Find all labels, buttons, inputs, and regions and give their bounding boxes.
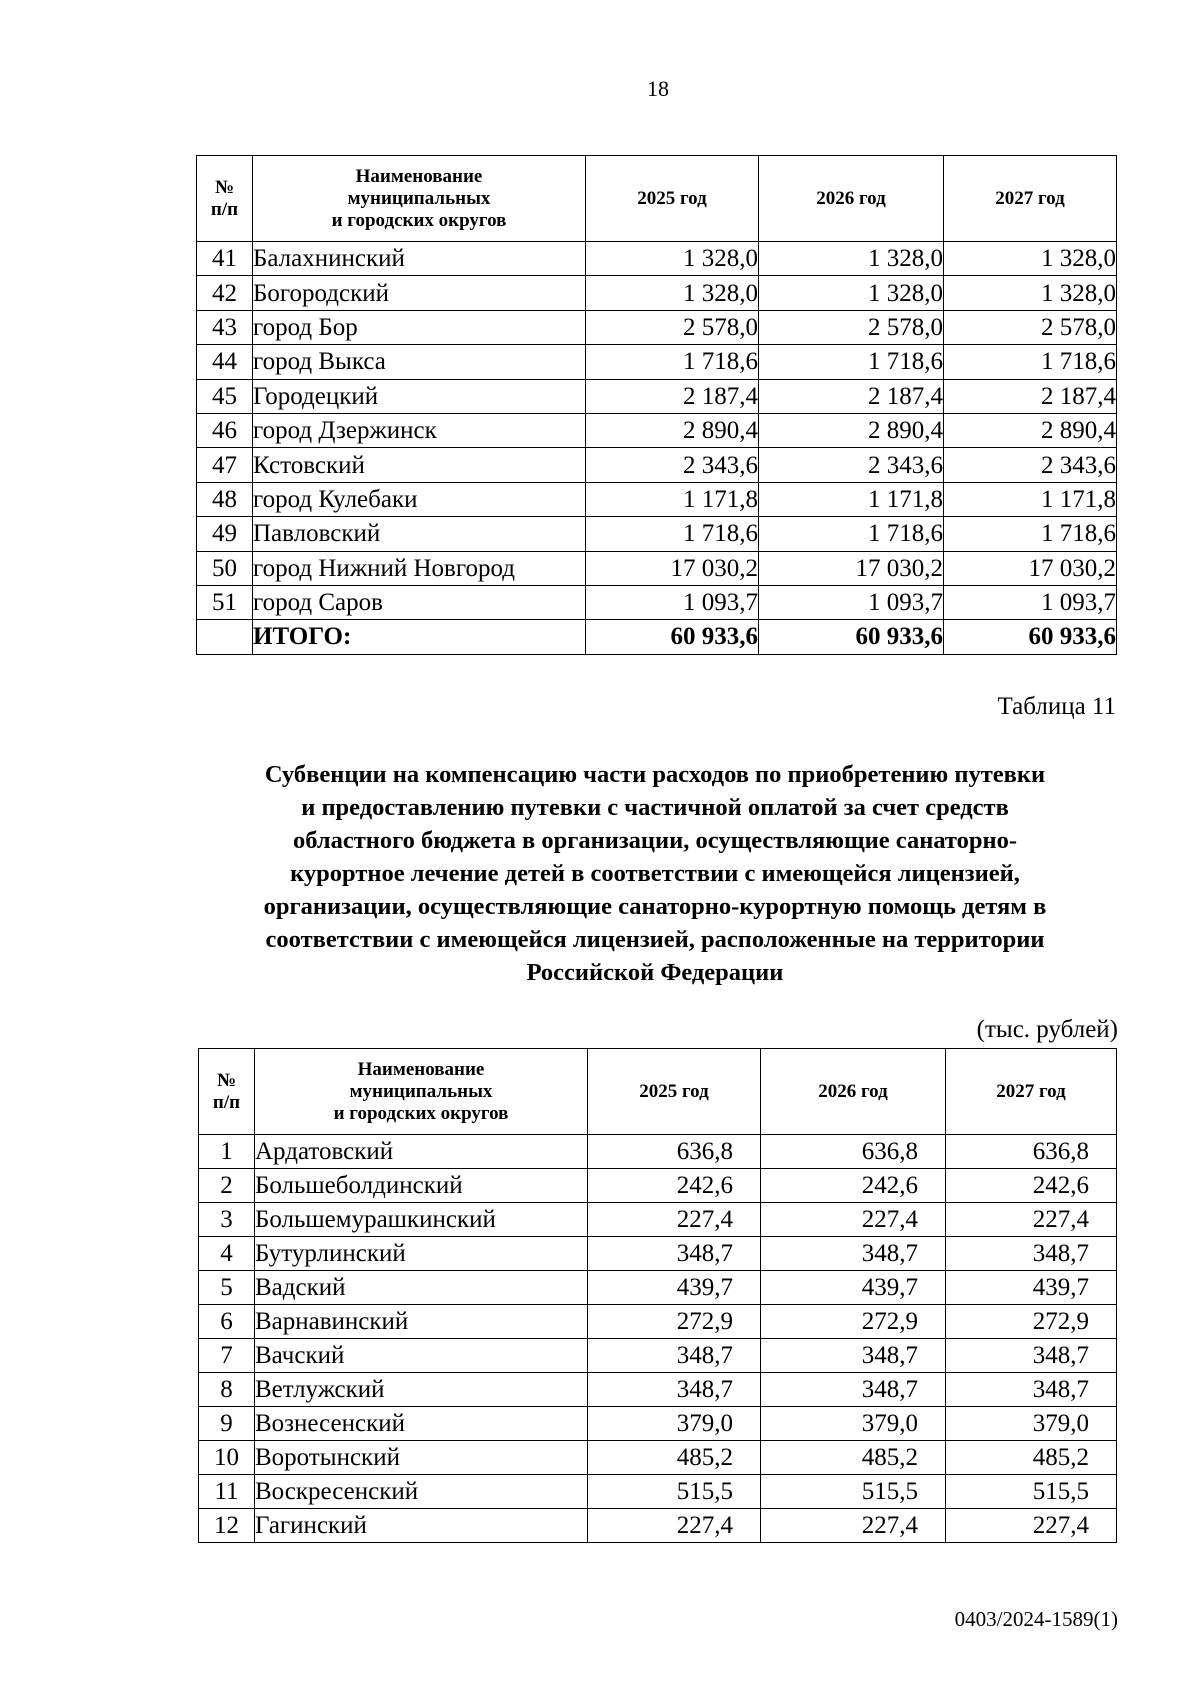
value-2025: 2 578,0 xyxy=(586,310,759,344)
table-row xyxy=(199,1135,1117,1169)
table-row xyxy=(199,1271,1117,1305)
row-number: 2 xyxy=(199,1169,255,1203)
total-2027: 60 933,6 xyxy=(944,620,1117,654)
municipality-name: город Нижний Новгород xyxy=(253,551,586,585)
value-2025: 348,7 xyxy=(588,1339,761,1373)
value-2027: 2 578,0 xyxy=(944,310,1117,344)
section-title-line: курортное лечение детей в соответствии с имеющейся лицензией, xyxy=(290,860,1020,887)
value-2027: 227,4 xyxy=(946,1509,1117,1543)
value-2025: 2 343,6 xyxy=(586,448,759,482)
header-name xyxy=(253,156,586,242)
value-2027: 348,7 xyxy=(946,1237,1117,1271)
value-2026: 1 171,8 xyxy=(759,482,944,516)
table-label: Таблица 11 xyxy=(997,693,1116,720)
header-name xyxy=(255,1049,588,1135)
value-2025: 1 718,6 xyxy=(586,345,759,379)
subsidy-table-continued xyxy=(196,155,1117,655)
row-number: 6 xyxy=(199,1305,255,1339)
header-number-text: № п/п xyxy=(212,1069,241,1113)
header-year-2025: 2025 год xyxy=(586,156,759,242)
municipality-name: Гагинский xyxy=(255,1509,588,1543)
table-row xyxy=(199,1305,1117,1339)
section-title-line: организации, осуществляющие санаторно-курортную помощь детям в xyxy=(263,893,1047,920)
value-2026: 17 030,2 xyxy=(759,551,944,585)
row-number: 48 xyxy=(197,482,253,516)
table-row xyxy=(197,585,1117,619)
table-row xyxy=(197,551,1117,585)
section-title-line: соответствии с имеющейся лицензией, расположенные на территории xyxy=(265,926,1045,953)
table-row xyxy=(197,448,1117,482)
row-number: 42 xyxy=(197,276,253,310)
table-row xyxy=(197,482,1117,516)
value-2027: 242,6 xyxy=(946,1169,1117,1203)
section-title xyxy=(190,758,1120,989)
table-row xyxy=(199,1373,1117,1407)
municipality-name: Ветлужский xyxy=(255,1373,588,1407)
value-2025: 17 030,2 xyxy=(586,551,759,585)
header-number xyxy=(197,156,253,242)
row-number: 3 xyxy=(199,1203,255,1237)
header-number xyxy=(199,1049,255,1135)
section-title-line: и предоставлению путевки с частичной оплатой за счет средств xyxy=(301,794,1009,821)
value-2026: 1 328,0 xyxy=(759,242,944,276)
table-row xyxy=(197,310,1117,344)
value-2027: 1 328,0 xyxy=(944,276,1117,310)
municipality-name: Вачский xyxy=(255,1339,588,1373)
value-2026: 242,6 xyxy=(761,1169,946,1203)
table-row xyxy=(197,276,1117,310)
section-title-line: областного бюджета в организации, осуществляющие санаторно- xyxy=(292,827,1018,854)
row-number: 9 xyxy=(199,1407,255,1441)
municipality-name: город Выкса xyxy=(253,345,586,379)
row-number: 46 xyxy=(197,413,253,447)
municipality-name: Вознесенский xyxy=(255,1407,588,1441)
value-2027: 515,5 xyxy=(946,1475,1117,1509)
row-number: 10 xyxy=(199,1441,255,1475)
table-header-row xyxy=(199,1049,1117,1135)
value-2027: 272,9 xyxy=(946,1305,1117,1339)
row-number: 44 xyxy=(197,345,253,379)
municipality-name: Павловский xyxy=(253,517,586,551)
value-2026: 2 187,4 xyxy=(759,379,944,413)
table-row xyxy=(197,242,1117,276)
table-row xyxy=(199,1509,1117,1543)
value-2026: 272,9 xyxy=(761,1305,946,1339)
value-2025: 379,0 xyxy=(588,1407,761,1441)
municipality-name: город Саров xyxy=(253,585,586,619)
value-2025: 272,9 xyxy=(588,1305,761,1339)
table-row xyxy=(199,1339,1117,1373)
table-row xyxy=(199,1475,1117,1509)
table-row xyxy=(197,345,1117,379)
value-2026: 636,8 xyxy=(761,1135,946,1169)
header-name-line: муниципальных xyxy=(349,1080,493,1102)
value-2026: 379,0 xyxy=(761,1407,946,1441)
value-2027: 439,7 xyxy=(946,1271,1117,1305)
value-2025: 515,5 xyxy=(588,1475,761,1509)
value-2025: 2 890,4 xyxy=(586,413,759,447)
municipality-name: Вадский xyxy=(255,1271,588,1305)
value-2027: 1 718,6 xyxy=(944,517,1117,551)
total-row xyxy=(197,620,1117,654)
row-number: 51 xyxy=(197,585,253,619)
table-header-row xyxy=(197,156,1117,242)
table-row xyxy=(199,1203,1117,1237)
value-2027: 348,7 xyxy=(946,1339,1117,1373)
municipality-name: Ардатовский xyxy=(255,1135,588,1169)
value-2026: 1 093,7 xyxy=(759,585,944,619)
header-name-line: Наименование xyxy=(357,1058,485,1080)
municipality-name: Воскресенский xyxy=(255,1475,588,1509)
value-2027: 1 328,0 xyxy=(944,242,1117,276)
value-2027: 636,8 xyxy=(946,1135,1117,1169)
row-number: 41 xyxy=(197,242,253,276)
value-2027: 1 093,7 xyxy=(944,585,1117,619)
document-code: 0403/2024-1589(1) xyxy=(954,1607,1118,1631)
header-year-2027: 2027 год xyxy=(944,156,1117,242)
header-name-line: и городских округов xyxy=(331,209,507,231)
row-number: 49 xyxy=(197,517,253,551)
municipality-name: город Дзержинск xyxy=(253,413,586,447)
table-row xyxy=(199,1237,1117,1271)
header-year-2026: 2026 год xyxy=(759,156,944,242)
value-2025: 1 328,0 xyxy=(586,242,759,276)
table-row xyxy=(197,413,1117,447)
header-year-2027: 2027 год xyxy=(946,1049,1117,1135)
value-2025: 1 328,0 xyxy=(586,276,759,310)
value-2025: 1 093,7 xyxy=(586,585,759,619)
row-number: 4 xyxy=(199,1237,255,1271)
row-number: 5 xyxy=(199,1271,255,1305)
value-2027: 2 890,4 xyxy=(944,413,1117,447)
row-number: 47 xyxy=(197,448,253,482)
section-title-line: Российской Федерации xyxy=(526,959,784,986)
value-2026: 227,4 xyxy=(761,1509,946,1543)
municipality-name: Большеболдинский xyxy=(255,1169,588,1203)
value-2026: 485,2 xyxy=(761,1441,946,1475)
municipality-name: Воротынский xyxy=(255,1441,588,1475)
total-2026: 60 933,6 xyxy=(759,620,944,654)
value-2027: 227,4 xyxy=(946,1203,1117,1237)
municipality-name: Бутурлинский xyxy=(255,1237,588,1271)
value-2026: 439,7 xyxy=(761,1271,946,1305)
value-2025: 348,7 xyxy=(588,1237,761,1271)
header-number-text: № п/п xyxy=(210,176,239,220)
table-row xyxy=(199,1441,1117,1475)
value-2025: 348,7 xyxy=(588,1373,761,1407)
municipality-name: Варнавинский xyxy=(255,1305,588,1339)
value-2026: 227,4 xyxy=(761,1203,946,1237)
value-2026: 348,7 xyxy=(761,1373,946,1407)
subsidy-table-11 xyxy=(198,1048,1117,1543)
units-label: (тыс. рублей) xyxy=(976,1016,1118,1043)
value-2025: 227,4 xyxy=(588,1509,761,1543)
row-number: 45 xyxy=(197,379,253,413)
value-2026: 1 328,0 xyxy=(759,276,944,310)
value-2027: 485,2 xyxy=(946,1441,1117,1475)
table-row xyxy=(199,1169,1117,1203)
table-row xyxy=(197,379,1117,413)
header-name-line: муниципальных xyxy=(347,187,491,209)
section-title-line: Субвенции на компенсацию части расходов по приобретению путевки xyxy=(264,761,1046,788)
value-2027: 379,0 xyxy=(946,1407,1117,1441)
value-2025: 439,7 xyxy=(588,1271,761,1305)
row-number: 50 xyxy=(197,551,253,585)
municipality-name: Балахнинский xyxy=(253,242,586,276)
value-2026: 1 718,6 xyxy=(759,345,944,379)
row-number: 11 xyxy=(199,1475,255,1509)
row-number: 8 xyxy=(199,1373,255,1407)
value-2026: 2 578,0 xyxy=(759,310,944,344)
municipality-name: город Кулебаки xyxy=(253,482,586,516)
header-year-2025: 2025 год xyxy=(588,1049,761,1135)
municipality-name: Кстовский xyxy=(253,448,586,482)
value-2027: 2 187,4 xyxy=(944,379,1117,413)
row-number: 12 xyxy=(199,1509,255,1543)
value-2025: 636,8 xyxy=(588,1135,761,1169)
header-year-2026: 2026 год xyxy=(761,1049,946,1135)
value-2025: 485,2 xyxy=(588,1441,761,1475)
value-2026: 2 890,4 xyxy=(759,413,944,447)
value-2027: 1 171,8 xyxy=(944,482,1117,516)
municipality-name: Большемурашкинский xyxy=(255,1203,588,1237)
value-2026: 348,7 xyxy=(761,1339,946,1373)
value-2026: 515,5 xyxy=(761,1475,946,1509)
page-number: 18 xyxy=(647,76,669,101)
value-2025: 1 171,8 xyxy=(586,482,759,516)
value-2027: 1 718,6 xyxy=(944,345,1117,379)
value-2026: 2 343,6 xyxy=(759,448,944,482)
total-2025: 60 933,6 xyxy=(586,620,759,654)
total-label: ИТОГО: xyxy=(253,620,586,654)
row-number: 1 xyxy=(199,1135,255,1169)
value-2027: 348,7 xyxy=(946,1373,1117,1407)
header-name-line: и городских округов xyxy=(333,1102,509,1124)
value-2026: 348,7 xyxy=(761,1237,946,1271)
table-row xyxy=(199,1407,1117,1441)
row-number: 43 xyxy=(197,310,253,344)
municipality-name: Богородский xyxy=(253,276,586,310)
table-row xyxy=(197,517,1117,551)
municipality-name: город Бор xyxy=(253,310,586,344)
value-2026: 1 718,6 xyxy=(759,517,944,551)
total-number-cell xyxy=(197,620,253,654)
value-2025: 227,4 xyxy=(588,1203,761,1237)
header-name-line: Наименование xyxy=(355,165,483,187)
municipality-name: Городецкий xyxy=(253,379,586,413)
value-2025: 2 187,4 xyxy=(586,379,759,413)
value-2025: 1 718,6 xyxy=(586,517,759,551)
value-2025: 242,6 xyxy=(588,1169,761,1203)
row-number: 7 xyxy=(199,1339,255,1373)
value-2027: 17 030,2 xyxy=(944,551,1117,585)
value-2027: 2 343,6 xyxy=(944,448,1117,482)
